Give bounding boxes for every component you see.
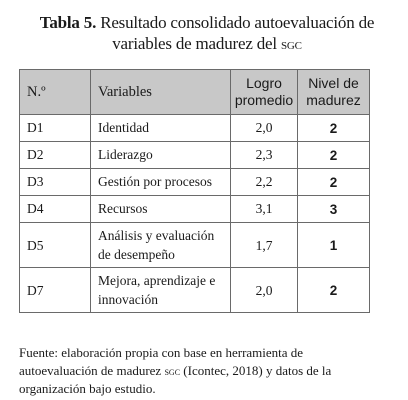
row-id: D1	[20, 115, 91, 142]
row-score: 2,0	[231, 115, 298, 142]
row-level: 1	[298, 223, 370, 268]
row-id: D4	[20, 196, 91, 223]
table-row	[20, 268, 370, 313]
table-row	[20, 169, 370, 196]
table-caption-acronym: sgc	[280, 37, 302, 53]
maturity-table	[19, 69, 370, 313]
header-variable: Variables	[91, 70, 231, 115]
row-variable: Identidad	[91, 115, 231, 142]
row-id: D2	[20, 142, 91, 169]
source-note	[19, 344, 379, 398]
table-row	[20, 196, 370, 223]
source-note-citation: (Icontec, 2018) y datos de la organización bajo estudio.	[19, 363, 332, 396]
row-level: 2	[298, 169, 370, 196]
row-id: D5	[20, 223, 91, 268]
row-id: D7	[20, 268, 91, 313]
table-row	[20, 223, 370, 268]
table-caption	[22, 12, 392, 56]
header-level: Nivel de madurez	[298, 70, 370, 115]
row-variable: Mejora, aprendizaje e innovación	[91, 268, 231, 313]
table-caption-text: Resultado consolidado autoevaluación de variables de madurez del	[100, 13, 375, 53]
row-variable: Gestión por procesos	[91, 169, 231, 196]
row-variable: Recursos	[91, 196, 231, 223]
row-score: 3,1	[231, 196, 298, 223]
table-row	[20, 142, 370, 169]
row-level: 2	[298, 268, 370, 313]
row-score: 2,2	[231, 169, 298, 196]
row-level: 2	[298, 115, 370, 142]
table-header-row	[20, 70, 370, 115]
row-score: 1,7	[231, 223, 298, 268]
row-variable: Análisis y evaluación de desempeño	[91, 223, 231, 268]
source-note-acronym: sgc	[164, 364, 181, 378]
row-level: 2	[298, 142, 370, 169]
header-id: N.º	[20, 70, 91, 115]
row-variable: Liderazgo	[91, 142, 231, 169]
table-row	[20, 115, 370, 142]
table-caption-label: Tabla 5.	[39, 13, 97, 32]
row-id: D3	[20, 169, 91, 196]
source-note-text: Fuente: elaboración propia con base en herramienta de autoevaluación de madurez	[19, 345, 304, 378]
row-level: 3	[298, 196, 370, 223]
row-score: 2,0	[231, 268, 298, 313]
header-score: Logro promedio	[231, 70, 298, 115]
row-score: 2,3	[231, 142, 298, 169]
